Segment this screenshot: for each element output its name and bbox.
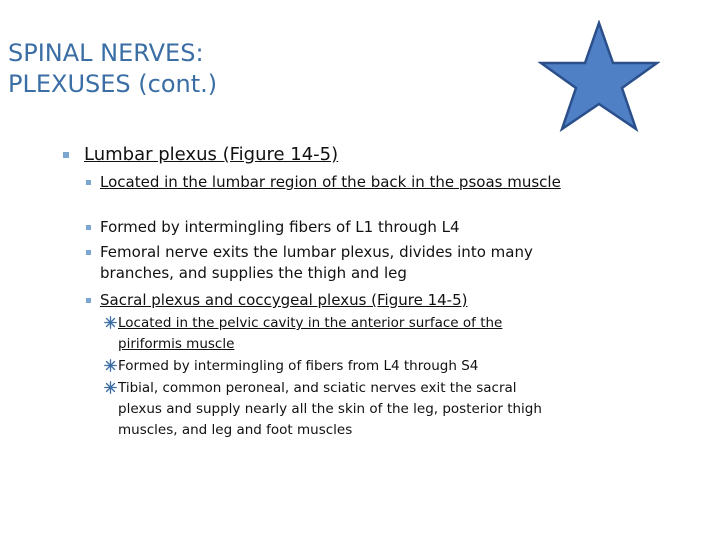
bullet-text: Located in the pelvic cavity in the anterior surface of the piriformis muscle — [118, 315, 503, 352]
burst-bullet-icon — [104, 359, 117, 372]
title-line-1: SPINAL NERVES: — [8, 39, 204, 67]
slide-title — [8, 38, 217, 100]
sub-bullet-femoral-nerve — [86, 242, 576, 284]
burst-bullet-icon — [104, 316, 117, 329]
square-bullet-icon — [86, 180, 91, 185]
title-line-2: PLEXUSES (cont.) — [8, 70, 218, 98]
bullet-text: Located in the lumbar region of the back in the psoas muscle — [100, 173, 561, 191]
bullet-text: Sacral plexus and coccygeal plexus (Figure 14-5) — [100, 291, 468, 309]
bullet-text: Formed by intermingling of fibers from L4 through S4 — [118, 358, 479, 374]
bullet-text: Tibial, common peroneal, and sciatic nerves exit the sacral plexus and supply nearly all the skin of the leg, posterior thigh muscles, and leg and foot muscles — [118, 380, 542, 438]
burst-bullet-icon — [104, 381, 117, 394]
sub-bullet-location — [86, 172, 576, 193]
subsub-bullet-sciatic-nerves — [104, 378, 564, 441]
square-bullet-icon — [86, 298, 91, 303]
star-icon — [538, 20, 660, 132]
square-bullet-icon — [86, 250, 91, 255]
bullet-lumbar-plexus — [63, 143, 583, 167]
square-bullet-icon — [63, 152, 69, 158]
star-shape — [541, 23, 657, 129]
bullet-text: Femoral nerve exits the lumbar plexus, divides into many branches, and supplies the thigh and leg — [100, 243, 533, 282]
subsub-bullet-fibers — [104, 356, 564, 377]
subsub-bullet-pelvic-cavity — [104, 313, 564, 355]
bullet-text: Lumbar plexus (Figure 14-5) — [84, 144, 339, 165]
sub-bullet-formation — [86, 217, 576, 238]
bullet-text: Formed by intermingling fibers of L1 through L4 — [100, 218, 460, 236]
square-bullet-icon — [86, 225, 91, 230]
sub-bullet-sacral-plexus — [86, 290, 576, 311]
